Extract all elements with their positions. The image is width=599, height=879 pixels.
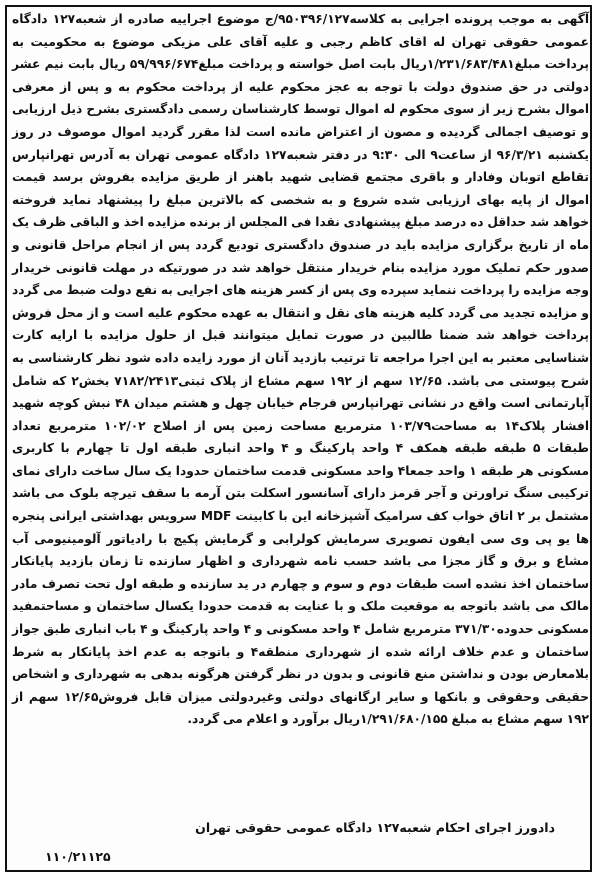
notice-text: آگهی به موجب پرونده اجرایی به کلاسه۹۵۰۳۹۶/۱۲۷/ج موضوع اجراییه صادره از شعبه۱۲۷ دادگاه عمومی حقوقی تهران له اقای کاظم رجبی و علیه آقای علی مزیکی موضوع به محکومیت به پرداخت مبلغ۱/۲۳۱/۶۸۳/۴۸۱ریال بابت اصل خواسته و پرداخت مبلغ۵۹/۹۹۶/۶۷۴ ریال بابت نیم عشر دولتی در حق صندوق دولت با توجه به عجز محکوم علیه از پرداخت محکوم به و پس از معرفی اموال بشرح زیر از سوی محکوم له اموال توسط کارشناسان رسمی دادگستری بشرح ذیل ارزیابی و توصیف اجمالی گردیده و مصون از اعتراض مانده است لذا مقرر گردید اموال موصوف در روز یکشنبه ۹۶/۳/۲۱ از ساعت۹ الی ۹:۳۰ در دفتر شعبه۱۲۷ دادگاه عمومی تهران به آدرس تهرانپارس تقاطع اتوبان وفادار و باقری مجتمع قضایی شهید باهنر از طریق مزایده بفروش برسد قیمت اموال از پایه بهای ارزیابی شده شروع و به شخصی که بالاترین مبلغ را پیشنهاد نماید فروخته خواهد شد حداقل ده درصد مبلغ پیشنهادی نقدا فی المجلس از برنده مزایده اخذ و الباقی ظرف یک ماه از تاریخ برگزاری مزایده باید در صندوق دادگستری تودیع گردد پس از انجام مراحل قانونی و صدور حکم تملیک مورد مزایده بنام خریدار منتقل خواهد شد در صورتیکه در مهلت قانونی خریدار وجه مزایده را پرداخت ننماید سپرده وی پس از کسر هزینه های اجرایی به نفع دولت ضبط می گردد و مزایده تجدید می گردد کلیه هزینه های نقل و انتقال به عهده محکوم علیه است و از محل فروش پرداخت خواهد شد ضمنا طالبین در صورت تمایل میتوانند قبل از حلول مزایده با ارایه کارت شناسایی معتبر به این اجرا مراجعه تا ترتیب بازدید آنان از مورد زایده داده شود نظر کارشناسی به شرح پیوستی می باشد. ۱۲/۶۵ سهم از ۱۹۲ سهم مشاع از پلاک ثبتی۷۱۸۲/۲۴۱۳ بخش۲ که شامل آپارتمانی است واقع در نشانی تهرانپارس فرجام خیابان چهل و هشتم میدان ۴۸ نبش کوچه شهید افشار پلاک۱۴ به مساحت۱۰۳/۷۹ مترمربع مساحت زمین پس از اصلاح ۱۰۲/۰۲ مترمربع تعداد طبقات ۵ طبقه طبقه همکف ۴ واحد پارکینگ و ۴ واحد انباری طبقه اول تا چهارم با کاربری مسکونی هر طبقه ۱ واحد جمعا۴ واحد مسکونی قدمت ساختمان حدودا یک سال ساخت دارای نمای ترکیبی سنگ تراورتن و آجر قرمز دارای آسانسور اسکلت بتن آرمه با سقف تیرچه بلوک می باشد مشتمل بر ۲ اتاق خواب کف سرامیک آشپزخانه این با کابینت MDF سرویس بهداشتی ایرانی پنجره ها یو پی وی سی ایفون تصویری سرمایش کولرابی و گرمایش پکیج با رادیاتور آلومینیومی آب مشاع و برق و گاز مجزا می باشد حسب نامه شهرداری و اظهار سازنده تا زمان بازدید پایانکار ساختمان اخذ نشده است طبقات دوم و سوم و چهارم در ید سازنده و طبقه اول تحت تصرف مادر مالک می باشد باتوجه به موقعیت ملک و با عنایت به قدمت حدودا یکسال ساختمان و مساحتمفید مسکونی حدوده۳۷۱/۳۰ مترمربع شامل ۴ واحد مسکونی و ۴ واحد پارکینگ و ۴ باب انباری طبق جواز ساختمان و عدم خلاف ارائه شده از شهرداری منطقه۴ و باتوجه به عدم اخذ پایانکار به شرط بلامعارض بودن و نداشتن منع قانونی و بدون در نظر گرفتن هرگونه بدهی به شهرداری و اشخاص حقیقی وحقوقی و بانکها و سایر ارگانهای دولتی وغیردولتی میزان قابل فروش۱۲/۶۵ سهم از ۱۹۲ سهم مشاع به مبلغ ۱/۲۹۱/۶۸۰/۱۵۵ریال برآورد و اعلام می گردد. xyxy=(12,12,590,727)
signature-text: دادورز اجرای احکام شعبه۱۲۷ دادگاه عمومی حقوقی تهران xyxy=(195,820,555,835)
signature-block xyxy=(14,820,585,844)
reference-number: ۱۱۰/۲۱۱۲۵ xyxy=(45,849,111,864)
notice-body xyxy=(12,8,589,731)
